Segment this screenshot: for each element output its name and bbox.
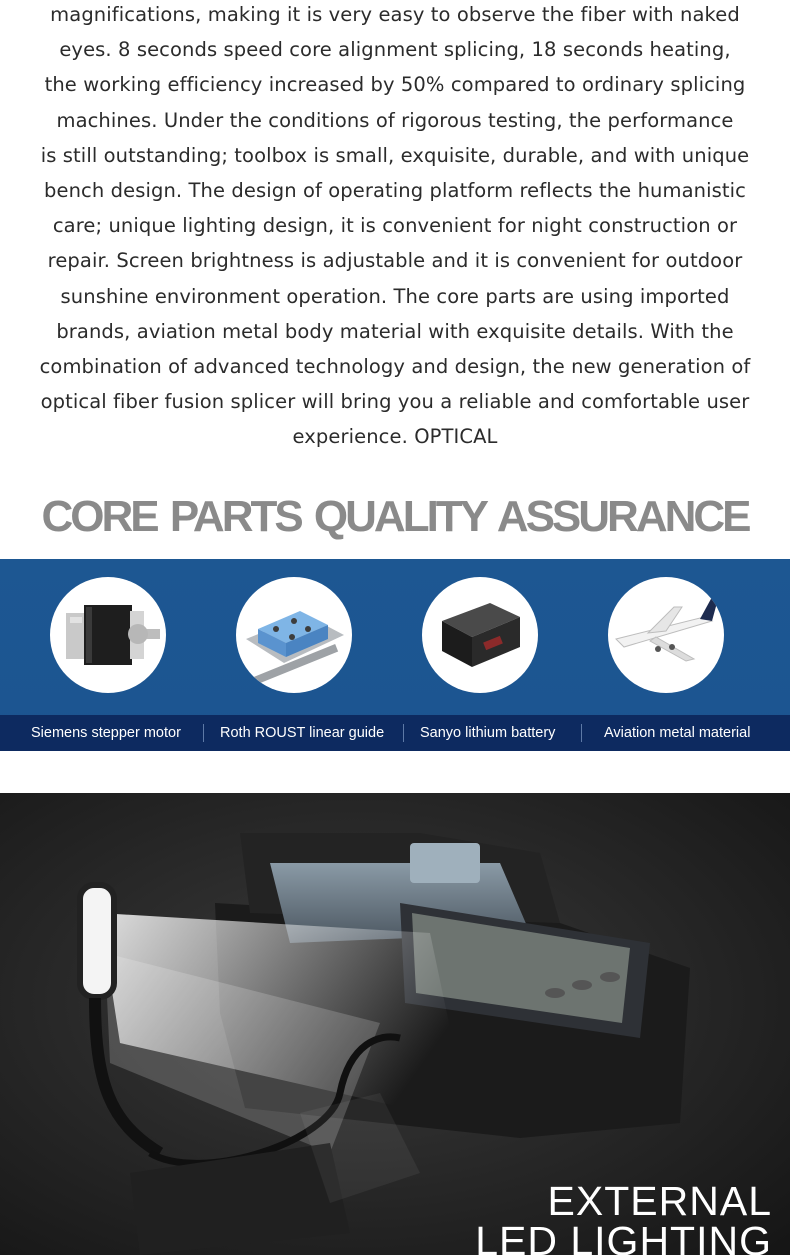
- part-label-stepper-motor: Siemens stepper motor: [31, 725, 181, 741]
- airplane-icon: [608, 577, 724, 693]
- caption-line-1: EXTERNAL: [547, 1178, 772, 1224]
- description-line: experience. OPTICAL: [292, 425, 498, 449]
- part-label-battery: Sanyo lithium battery: [420, 725, 556, 741]
- label-divider: [581, 724, 582, 742]
- core-parts-band: [0, 559, 790, 751]
- part-label-aviation-metal: Aviation metal material: [604, 725, 751, 741]
- description-line: is still outstanding; toolbox is small, exquisite, durable, and with unique: [40, 143, 750, 167]
- label-divider: [203, 724, 204, 742]
- description-line: care; unique lighting design, it is convenient for night construction or: [52, 214, 738, 238]
- core-parts-labels: [0, 715, 790, 751]
- description-line: combination of advanced technology and design, the new generation of: [39, 355, 751, 379]
- description-line: the working efficiency increased by 50% compared to ordinary splicing: [44, 73, 746, 97]
- core-parts-heading: CORE PARTS QUALITY ASSURANCE: [41, 492, 749, 541]
- caption-line-2: LED LIGHTING: [475, 1218, 772, 1255]
- description-line: brands, aviation metal body material with exquisite details. With the: [56, 319, 734, 343]
- battery-icon: [422, 577, 538, 693]
- description-line: bench design. The design of operating platform reflects the humanistic: [44, 179, 746, 203]
- description-line: magnifications, making it is very easy to observe the fiber with naked: [50, 3, 740, 26]
- description-line: optical fiber fusion splicer will bring you a reliable and comfortable user: [40, 390, 750, 414]
- description-line: eyes. 8 seconds speed core alignment splicing, 18 seconds heating,: [59, 38, 731, 62]
- feature-caption: [475, 1178, 772, 1255]
- stepper-motor-icon: [50, 577, 166, 693]
- label-divider: [403, 724, 404, 742]
- description-line: repair. Screen brightness is adjustable and it is convenient for outdoor: [47, 249, 743, 273]
- description-line: sunshine environment operation. The core parts are using imported: [60, 284, 730, 308]
- led-lighting-feature-image: [0, 793, 790, 1255]
- part-label-linear-guide: Roth ROUST linear guide: [220, 725, 385, 741]
- linear-guide-icon: [236, 577, 352, 693]
- product-description: [0, 0, 790, 455]
- description-line: machines. Under the conditions of rigorous testing, the performance: [56, 108, 734, 132]
